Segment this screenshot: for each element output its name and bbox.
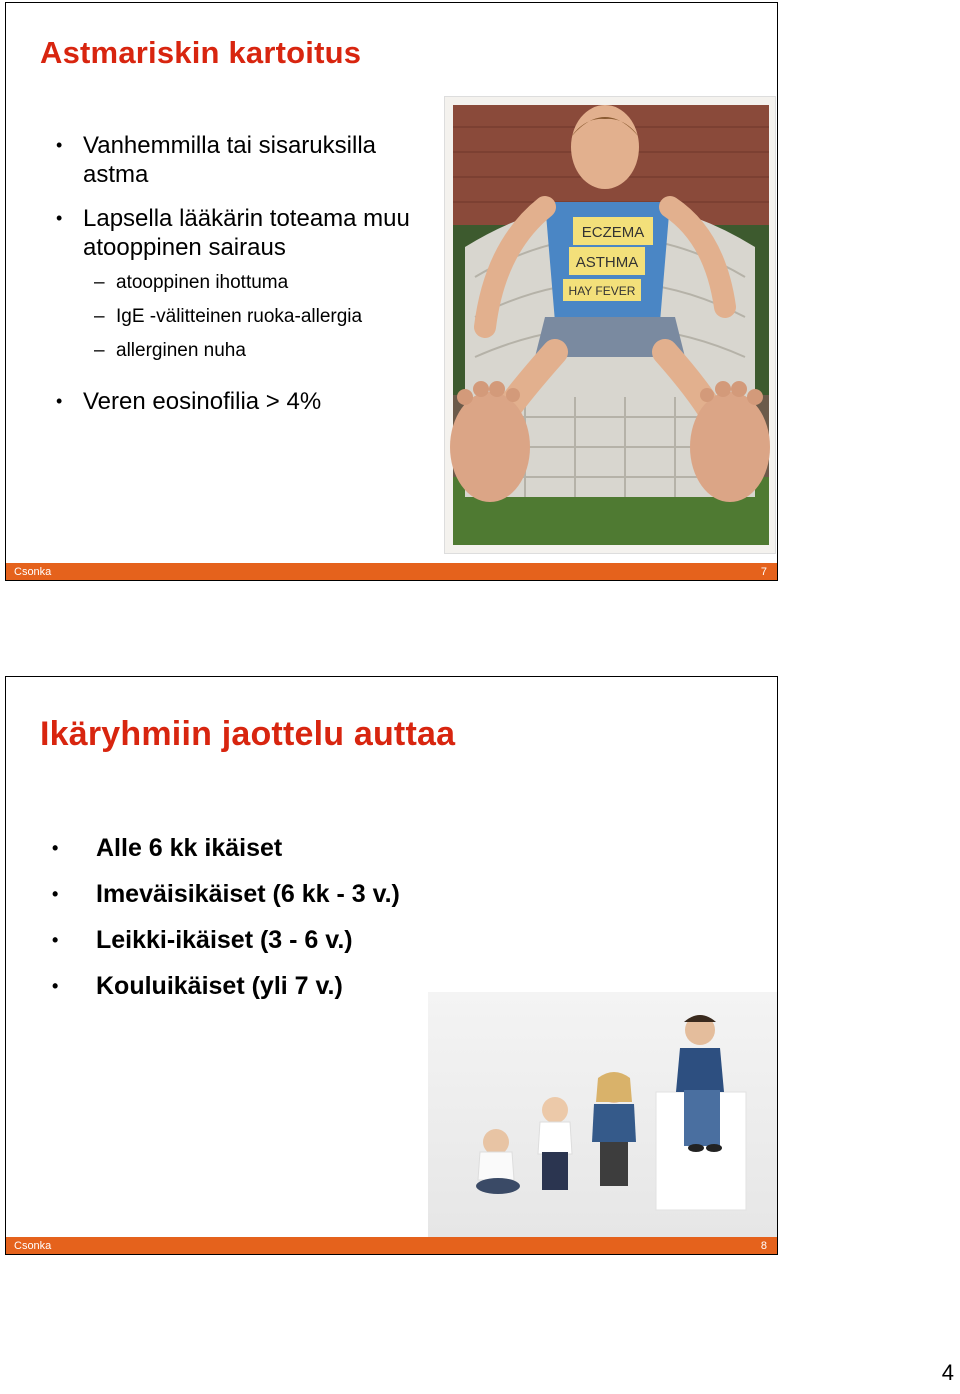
bullet-item xyxy=(56,204,436,262)
bullet-icon: • xyxy=(56,208,63,228)
bullet-text: Alle 6 kk ikäiset xyxy=(96,834,283,862)
bullet-item xyxy=(52,925,472,955)
photo-children-age-groups xyxy=(428,992,778,1238)
slide-7 xyxy=(5,2,778,581)
bullet-icon: • xyxy=(52,884,59,904)
slide-8 xyxy=(5,676,778,1255)
children-photo-illustration xyxy=(428,992,778,1238)
bullet-text: Kouluikäiset (yli 7 v.) xyxy=(96,972,343,1000)
bullet-item xyxy=(52,833,472,863)
slide-number: 8 xyxy=(760,1240,767,1252)
bullet-item xyxy=(56,131,436,189)
dash-icon: – xyxy=(94,340,105,361)
sub-bullet-item xyxy=(56,270,436,295)
bullet-text: Imeväisikäiset (6 kk - 3 v.) xyxy=(96,880,400,908)
slide-footer xyxy=(6,1237,777,1254)
bullet-item xyxy=(52,879,472,909)
bullet-text: Lapsella lääkärin toteama muu atooppinen sairaus xyxy=(83,205,410,261)
dash-icon: – xyxy=(94,272,105,293)
bullet-item xyxy=(56,387,436,416)
bullet-list xyxy=(52,833,472,1017)
bullet-text: Veren eosinofilia > 4% xyxy=(83,388,322,415)
footer-author: Csonka xyxy=(14,1240,52,1252)
sub-bullet-text: allerginen nuha xyxy=(116,340,246,361)
bullet-icon: • xyxy=(56,135,63,155)
page-number: 4 xyxy=(941,1360,954,1385)
dash-icon: – xyxy=(94,306,105,327)
slide-title: Astmariskin kartoitus xyxy=(40,35,362,70)
footer-author: Csonka xyxy=(14,566,52,578)
bullet-list xyxy=(56,131,436,431)
slide-number: 7 xyxy=(760,566,767,578)
bullet-item xyxy=(52,971,472,1001)
bullet-icon: • xyxy=(56,391,63,411)
bullet-icon: • xyxy=(52,930,59,950)
bullet-icon: • xyxy=(52,838,59,858)
slide-title: Ikäryhmiin jaottelu auttaa xyxy=(40,715,456,753)
bullet-text: Leikki-ikäiset (3 - 6 v.) xyxy=(96,926,353,954)
slide-footer xyxy=(6,563,777,580)
bullet-text: Vanhemmilla tai sisaruksilla astma xyxy=(83,132,376,188)
sub-bullet-item xyxy=(56,304,436,329)
sign-eczema: ECZEMA xyxy=(581,224,645,241)
sign-hay-fever: HAY FEVER xyxy=(568,284,636,298)
sign-asthma: ASTHMA xyxy=(575,254,639,271)
sub-bullet-item xyxy=(56,338,436,363)
boy-photo-illustration xyxy=(445,97,775,553)
bullet-icon: • xyxy=(52,976,59,996)
photo-boy-in-wicker-chair xyxy=(444,96,776,554)
sub-bullet-text: IgE -välitteinen ruoka-allergia xyxy=(116,306,363,327)
sub-bullet-text: atooppinen ihottuma xyxy=(116,272,289,293)
